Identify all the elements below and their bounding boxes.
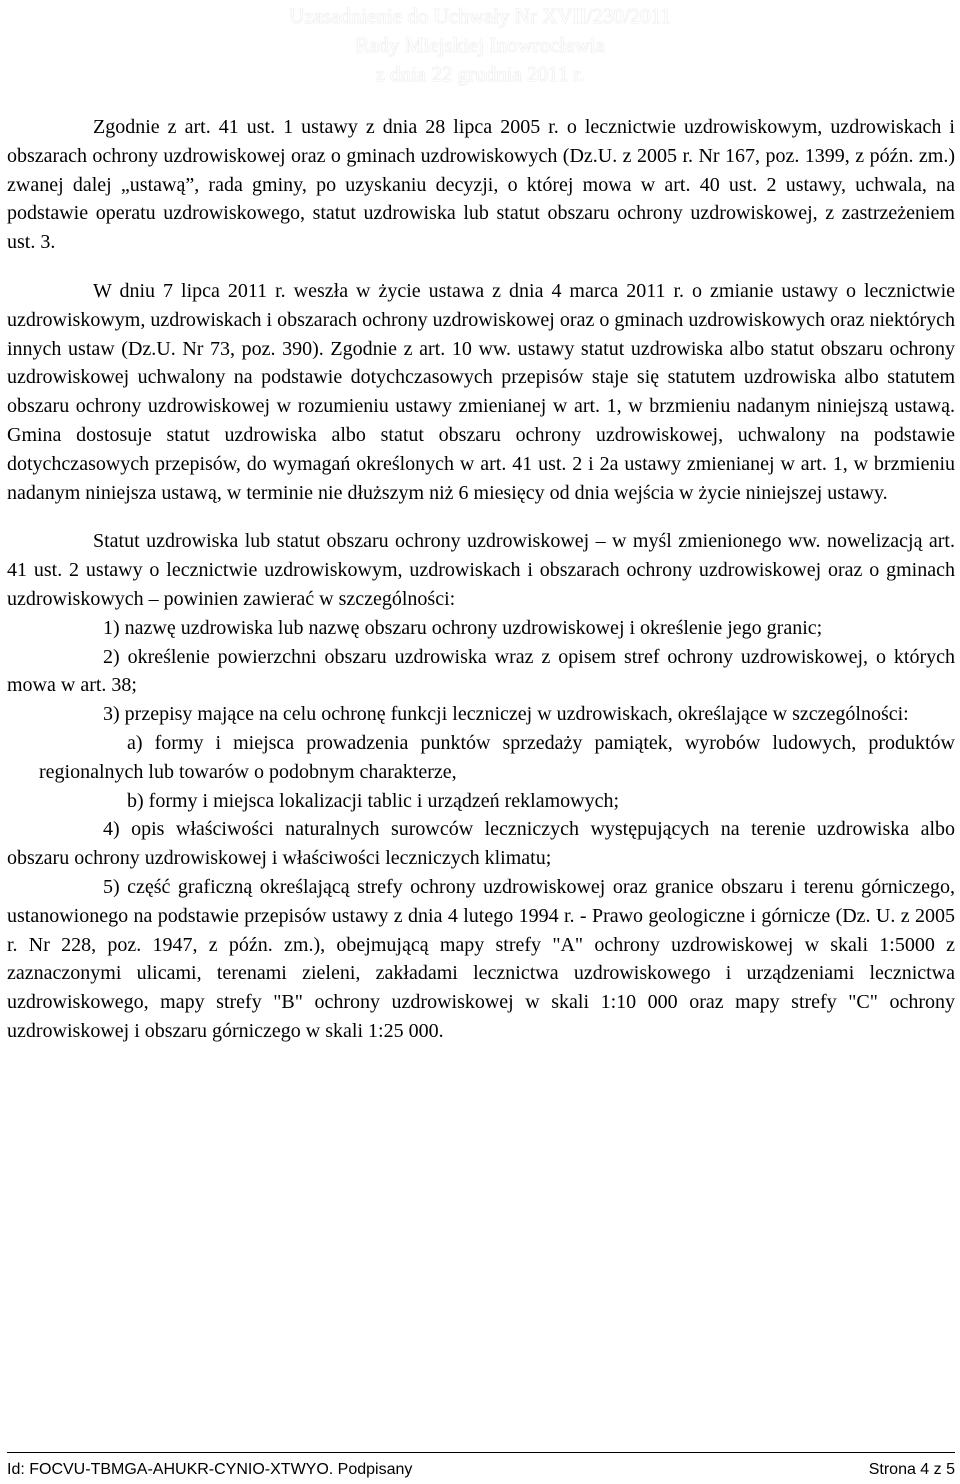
list-item-1: 1) nazwę uzdrowiska lub nazwę obszaru ochrony uzdrowiskowej i określenie jego granic;: [103, 616, 823, 639]
paragraph-statute-contents: Statut uzdrowiska lub statut obszaru ochrony uzdrowiskowej – w myśl zmienionego ww. nowelizacją art. 41 ust. 2 ustawy o lecznictwie uzdrowiskowym, uzdrowiskach i obszarach ochrony uzdrowiskowej oraz o gminach uzdrowiskowych – powinien zawierać w szczególności:: [7, 530, 955, 610]
header-issuer: Rady Miejskiej Inowrocławia: [355, 33, 605, 57]
document-header: [0, 2, 960, 89]
header-date: z dnia 22 grudnia 2011 r.: [375, 62, 585, 86]
paragraph-legal-basis: Zgodnie z art. 41 ust. 1 ustawy z dnia 28 lipca 2005 r. o lecznictwie uzdrowiskowym, uzdrowiskach i obszarach ochrony uzdrowiskowej oraz o gminach uzdrowiskowych (Dz.U. z 2005 r. Nr 167, poz. 1399, z późn. zm.) zwanej dalej „ustawą”, rada gminy, po uzyskaniu decyzji, o której mowa w art. 40 ust. 2 ustawy, uchwala, na podstawie operatu uzdrowiskowego, statut uzdrowiska lub statut obszaru ochrony uzdrowiskowej, z zastrzeżeniem ust. 3.: [7, 116, 955, 254]
list-item-5: 5) część graficzną określającą strefy ochrony uzdrowiskowej oraz granice obszaru i terenu górniczego, ustanowionego na podstawie przepisów ustawy z dnia 4 lutego 1994 r. - Prawo geologiczne i górnicze (Dz. U. z 2005 r. Nr 228, poz. 1947, z późn. zm.), obejmującą mapy strefy "A" ochrony uzdrowiskowej w skali 1:5000 z zaznaczonymi ulicami, terenami zieleni, zakładami lecznictwa uzdrowiskowego i urządzeniami lecznictwa uzdrowiskowego, mapy strefy "B" ochrony uzdrowiskowej w skali 1:10 000 oraz mapy strefy "C" ochrony uzdrowiskowej i obszaru górniczego w skali 1:25 000.: [7, 875, 955, 1042]
document-id: Id: FOCVU-TBMGA-AHUKR-CYNIO-XTWYO. Podpisany: [7, 1461, 413, 1478]
list-subitem-3a: a) formy i miejsca prowadzenia punktów sprzedaży pamiątek, wyrobów ludowych, produktów regionalnych lub towarów o podobnym charakterze,: [39, 731, 955, 783]
header-title: Uzasadnienie do Uchwały Nr XVII/230/2011: [289, 4, 671, 28]
list-subitem-3b: b) formy i miejsca lokalizacji tablic i urządzeń reklamowych;: [127, 789, 620, 812]
footer-divider: [7, 1452, 955, 1453]
list-item-4: 4) opis właściwości naturalnych surowców leczniczych występujących na terenie uzdrowiska albo obszaru ochrony uzdrowiskowej i właściwości leczniczych klimatu;: [7, 818, 955, 870]
list-item-2: 2) określenie powierzchni obszaru uzdrowiska wraz z opisem stref ochrony uzdrowiskowej, o których mowa w art. 38;: [7, 645, 955, 697]
page-footer: [7, 1460, 955, 1480]
paragraph-amendment: W dniu 7 lipca 2011 r. weszła w życie ustawa z dnia 4 marca 2011 r. o zmianie ustawy o lecznictwie uzdrowiskowym, uzdrowiskach i obszarach ochrony uzdrowiskowej oraz o gminach uzdrowiskowych oraz niektórych innych ustaw (Dz.U. Nr 73, poz. 390). Zgodnie z art. 10 ww. ustawy statut uzdrowiska albo statut obszaru ochrony uzdrowiskowej uchwalony na podstawie dotychczasowych przepisów staje się statutem uzdrowiska albo statutem obszaru ochrony uzdrowiskowej w rozumieniu ustawy zmienianej w art. 1, w brzmieniu nadanym niniejszą ustawą. Gmina dostosuje statut uzdrowiska albo statut obszaru ochrony uzdrowiskowej, uchwalony na podstawie dotychczasowych przepisów, do wymagań określonych w art. 41 ust. 2 i 2a ustawy zmienianej w art. 1, w brzmieniu nadanym niniejsza ustawą, w terminie nie dłuższym niż 6 miesięcy od dnia wejścia w życie niniejszej ustawy.: [7, 279, 955, 504]
page-number: Strona 4 z 5: [868, 1461, 955, 1478]
list-item-3: 3) przepisy mające na celu ochronę funkcji leczniczej w uzdrowiskach, określające w szczególności:: [103, 703, 909, 726]
document-body: [7, 113, 955, 1046]
